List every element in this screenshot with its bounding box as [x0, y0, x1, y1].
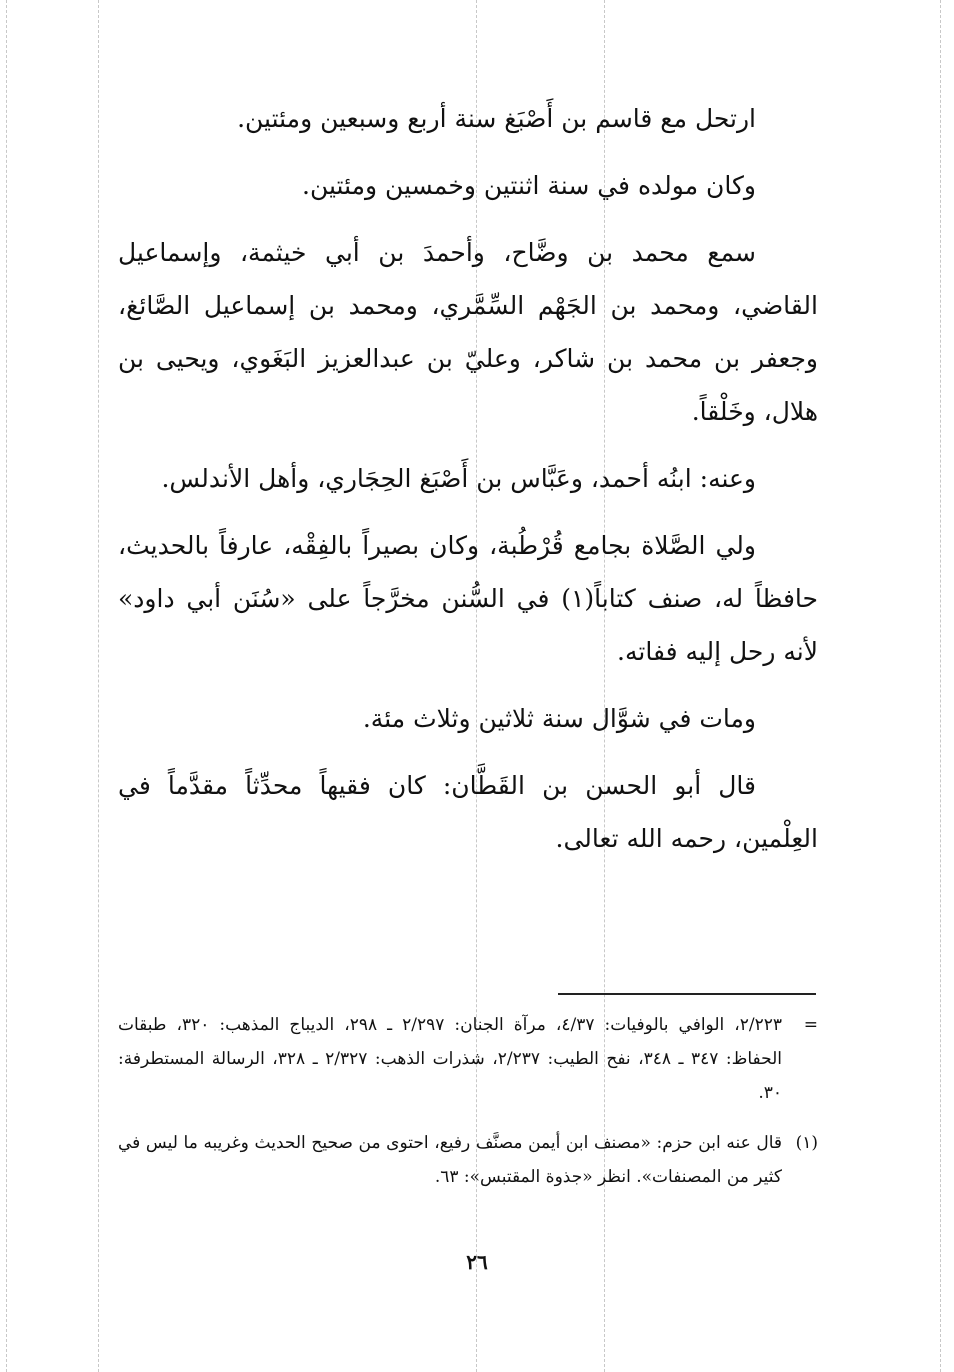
footnote-text: قال عنه ابن حزم: «مصنف ابن أيمن مصنَّف رفيع، احتوى من صحيح الحديث وغريبه ما ليس في كثير من المصنفات». انظر «جذوة المقتبس»: ٦٣. [118, 1133, 782, 1187]
paragraph-career: ولي الصَّلاة بجامع قُرْطُبة، وكان بصيراً بالفِقْه، عارفاً بالحديث، حافظاً له، صنف كتاباً(١) في السُّنن مخرَّجاً على «سُنَن أبي داود» لأنه رحل إليه ففاته. [118, 531, 819, 666]
paragraph-journey: ارتحل مع قاسم بن أَصْبَغ سنة أربع وسبعين ومئتين. [237, 104, 756, 133]
footnote-mark: (١) [795, 1133, 818, 1153]
scan-margin-line [940, 0, 941, 1372]
paragraph-death: ومات في شوَّال سنة ثلاثين وثلاث مئة. [362, 704, 756, 733]
paragraph-birth: وكان مولده في سنة اثنتين وخمسين ومئتين. [302, 171, 756, 200]
footnotes [118, 1008, 818, 1200]
footnote-separator [558, 993, 816, 995]
footnote-continued [118, 1008, 818, 1110]
main-text [118, 92, 818, 879]
footnote-text: ٢/٢٢٣، الوافي بالوفيات: ٤/٣٧، مرآة الجنان: ٢/٢٩٧ ـ ٢٩٨، الديباج المذهب: ٣٢٠، طبقات الحفاظ: ٣٤٧ ـ ٣٤٨، نفح الطيب: ٢/٢٣٧، شذرات الذهب: ٢/٣٢٧ ـ ٣٢٨، الرسالة المستطرفة: ٣٠. [118, 1015, 783, 1103]
scan-margin-line [98, 0, 99, 1372]
paragraph-quote: قال أبو الحسن بن القَطَّان: كان فقيهاً محدِّثاً مقدَّماً في العِلْمين، رحمه الله تعالى. [118, 771, 818, 853]
page-number: ٢٦ [466, 1250, 488, 1274]
footnote-1 [118, 1126, 818, 1194]
paragraph-teachers: سمع محمد بن وضَّاح، وأحمدَ بن أبي خيثمة، وإسماعيل القاضي، ومحمد بن الجَهْم السِّمَّري، ومحمد بن إسماعيل الصَّائغ، وجعفر بن محمد بن شاكر، وعليّ بن عبدالعزيز البَغَوي، ويحيى بن هلال، وخَلْقاً. [118, 238, 818, 426]
scan-margin-line [6, 0, 7, 1372]
paragraph-students: وعنه: ابنُه أحمد، وعَبَّاس بن أَصْبَغ الحِجَاري، وأهل الأندلس. [161, 464, 756, 493]
footnote-mark: = [803, 1015, 818, 1035]
